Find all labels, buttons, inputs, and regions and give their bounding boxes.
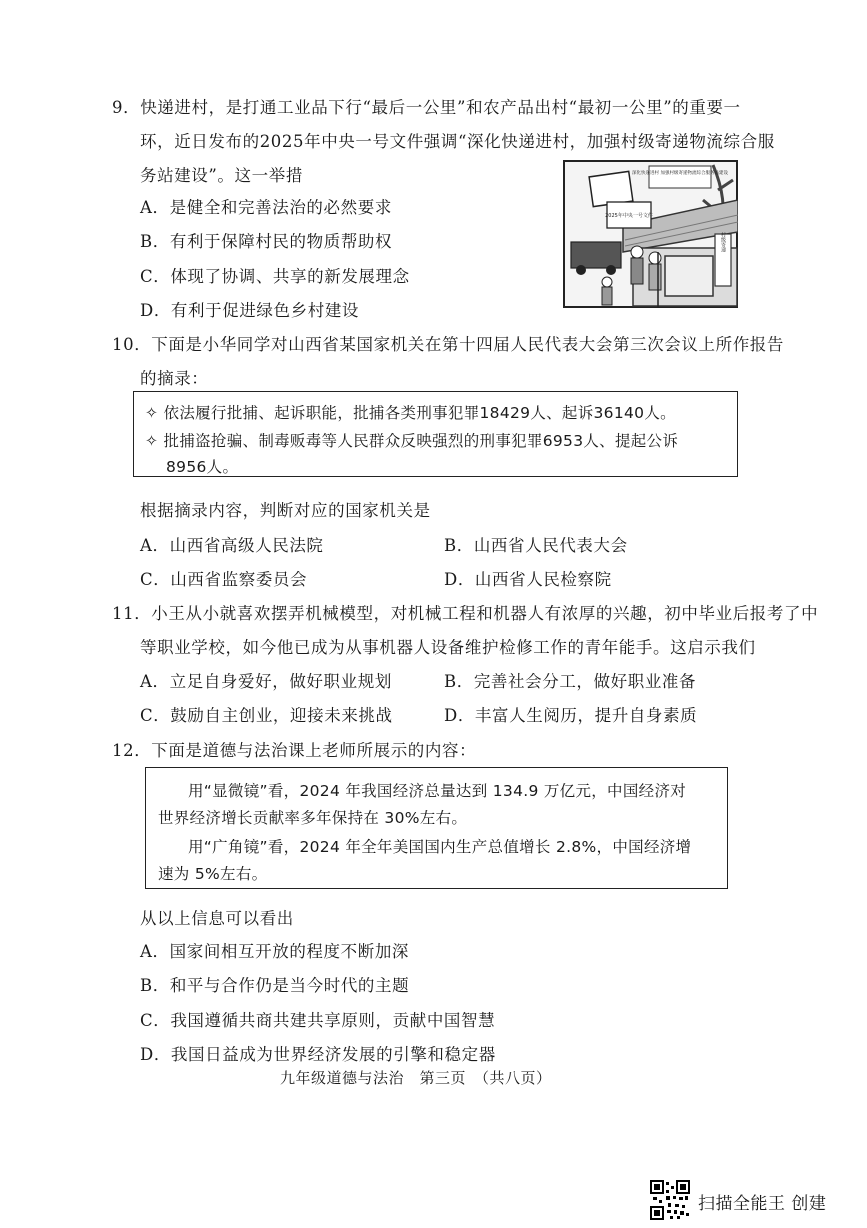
q9-stem-line2: 环，近日发布的2025年中央一号文件强调“深化快递进村，加强村级寄递物流综合服 [140, 132, 775, 151]
cartoon-sign-left: 2025年中央一号文件 [605, 213, 653, 219]
q12-option-b: B．和平与合作仍是当今时代的主题 [140, 976, 410, 995]
q9-stem-line3: 务站建设”。这一举措 [140, 166, 303, 185]
q10-stem-line1: 10．下面是小华同学对山西省某国家机关在第十四届人民代表大会第三次会议上所作报告 [112, 335, 784, 354]
q9-cartoon-image [563, 160, 738, 308]
page-footer: 九年级道德与法治 第三页 （共八页） [280, 1069, 552, 1087]
q12-option-d: D．我国日益成为世界经济发展的引擎和稳定器 [140, 1045, 496, 1064]
q10-prompt: 根据摘录内容，判断对应的国家机关是 [140, 501, 431, 520]
q10-excerpt-line2: ✧ 批捕盗抢骗、制毒贩毒等人民群众反映强烈的刑事犯罪6953人、提起公诉 [145, 432, 679, 450]
q12-box-line4: 速为 5%左右。 [158, 865, 268, 883]
q11-stem-line2: 等职业学校，如今他已成为从事机器人设备维护检修工作的青年能手。这启示我们 [140, 638, 756, 657]
q9-option-d: D．有利于促进绿色乡村建设 [140, 301, 360, 320]
q12-box-line3: 用“广角镜”看，2024 年全年美国国内生产总值增长 2.8%，中国经济增 [188, 838, 692, 856]
q12-box-line2: 世界经济增长贡献率多年保持在 30%左右。 [158, 809, 468, 827]
q9-option-c: C．体现了协调、共享的新发展理念 [140, 267, 410, 286]
q10-stem-line2: 的摘录： [140, 369, 209, 388]
q10-excerpt-line3: 8956人。 [166, 458, 239, 476]
cartoon-sign-right: 村级寄递 [720, 232, 726, 252]
q9-option-b: B．有利于保障村民的物质帮助权 [140, 232, 393, 251]
q9-option-a: A．是健全和完善法治的必然要求 [140, 198, 392, 217]
q10-excerpt-line1: ✧ 依法履行批捕、起诉职能，批捕各类刑事犯罪18429人、起诉36140人。 [145, 404, 676, 422]
q11-option-c: C．鼓励自主创业，迎接未来挑战 [140, 706, 393, 725]
cartoon-sign-top: 深化快递进村 加强村级寄递物流综合服务站建设 [632, 171, 728, 176]
q11-option-d: D．丰富人生阅历，提升自身素质 [444, 706, 698, 725]
q11-option-b: B．完善社会分工，做好职业准备 [444, 672, 697, 691]
q10-option-d: D．山西省人民检察院 [444, 570, 612, 589]
q9-stem-line1: 9．快递进村，是打通工业品下行“最后一公里”和农产品出村“最初一公里”的重要一 [112, 98, 741, 117]
q12-box-line1: 用“显微镜”看，2024 年我国经济总量达到 134.9 万亿元，中国经济对 [188, 782, 687, 800]
qr-code-icon [650, 1180, 690, 1220]
q11-stem-line1: 11．小王从小就喜欢摆弄机械模型，对机械工程和机器人有浓厚的兴趣，初中毕业后报考了中 [112, 604, 819, 623]
q11-option-a: A．立足自身爱好，做好职业规划 [140, 672, 392, 691]
q12-prompt: 从以上信息可以看出 [140, 909, 294, 928]
q12-option-a: A．国家间相互开放的程度不断加深 [140, 942, 410, 961]
q10-option-b: B．山西省人民代表大会 [444, 536, 628, 555]
q12-option-c: C．我国遵循共商共建共享原则，贡献中国智慧 [140, 1011, 496, 1030]
q10-option-c: C．山西省监察委员会 [140, 570, 308, 589]
q12-stem: 12．下面是道德与法治课上老师所展示的内容： [112, 741, 477, 760]
q10-option-a: A．山西省高级人民法院 [140, 536, 324, 555]
scanner-watermark-text: 扫描全能王 创建 [698, 1194, 827, 1214]
